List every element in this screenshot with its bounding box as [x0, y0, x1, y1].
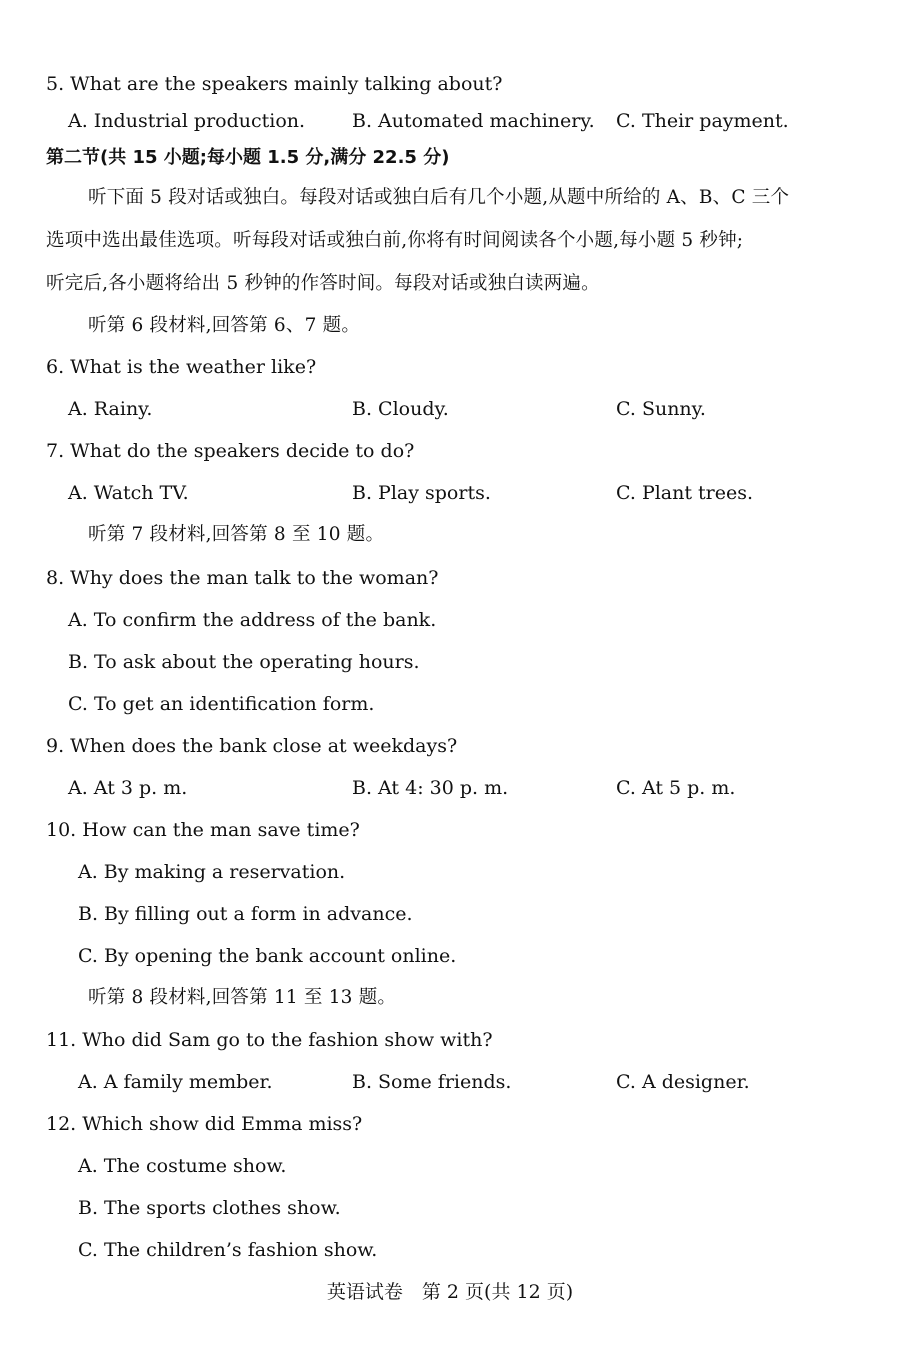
- q11-option-a: A. A family member.: [78, 1071, 273, 1093]
- material-6-note: 听第 6 段材料,回答第 6、7 题。: [88, 315, 361, 336]
- q9-option-a: A. At 3 p. m.: [68, 777, 188, 799]
- q6-option-a: A. Rainy.: [68, 398, 153, 420]
- q8-option-c: C. To get an identification form.: [68, 693, 375, 715]
- instructions-line-3: 听完后,各小题将给出 5 秒钟的作答时间。每段对话或独白读两遍。: [46, 273, 600, 294]
- q12-option-a: A. The costume show.: [78, 1155, 287, 1177]
- q10-option-b: B. By filling out a form in advance.: [78, 903, 413, 925]
- q7-option-b: B. Play sports.: [352, 482, 491, 504]
- q7-option-a: A. Watch TV.: [68, 482, 189, 504]
- q9-option-b: B. At 4: 30 p. m.: [352, 777, 509, 799]
- q7-option-c: C. Plant trees.: [616, 482, 754, 504]
- q5-option-b: B. Automated machinery.: [352, 110, 595, 132]
- question-10: 10. How can the man save time?: [46, 819, 360, 841]
- q12-option-b: B. The sports clothes show.: [78, 1197, 341, 1219]
- q9-option-c: C. At 5 p. m.: [616, 777, 736, 799]
- question-11: 11. Who did Sam go to the fashion show with?: [46, 1029, 493, 1051]
- q11-option-b: B. Some friends.: [352, 1071, 512, 1093]
- question-7: 7. What do the speakers decide to do?: [46, 440, 415, 462]
- q12-option-c: C. The children’s fashion show.: [78, 1239, 378, 1261]
- q8-option-a: A. To confirm the address of the bank.: [68, 609, 437, 631]
- material-8-note: 听第 8 段材料,回答第 11 至 13 题。: [88, 987, 397, 1008]
- instructions-line-2: 选项中选出最佳选项。听每段对话或独白前,你将有时间阅读各个小题,每小题 5 秒钟;: [46, 230, 744, 251]
- q6-option-b: B. Cloudy.: [352, 398, 449, 420]
- question-8: 8. Why does the man talk to the woman?: [46, 567, 439, 589]
- instructions-line-1: 听下面 5 段对话或独白。每段对话或独白后有几个小题,从题中所给的 A、B、C 三个: [88, 187, 790, 208]
- page-footer: 英语试卷 第 2 页(共 12 页): [326, 1281, 574, 1303]
- q6-option-c: C. Sunny.: [616, 398, 706, 420]
- q11-option-c: C. A designer.: [616, 1071, 750, 1093]
- question-5: 5. What are the speakers mainly talking about?: [46, 73, 503, 95]
- q5-option-c: C. Their payment.: [616, 110, 789, 132]
- question-9: 9. When does the bank close at weekdays?: [46, 735, 458, 757]
- material-7-note: 听第 7 段材料,回答第 8 至 10 题。: [88, 524, 385, 545]
- q5-option-a: A. Industrial production.: [68, 110, 306, 132]
- q8-option-b: B. To ask about the operating hours.: [68, 651, 420, 673]
- section-heading: 第二节(共 15 小题;每小题 1.5 分,满分 22.5 分): [46, 147, 450, 168]
- question-6: 6. What is the weather like?: [46, 356, 317, 378]
- q10-option-c: C. By opening the bank account online.: [78, 945, 457, 967]
- question-12: 12. Which show did Emma miss?: [46, 1113, 363, 1135]
- q10-option-a: A. By making a reservation.: [78, 861, 346, 883]
